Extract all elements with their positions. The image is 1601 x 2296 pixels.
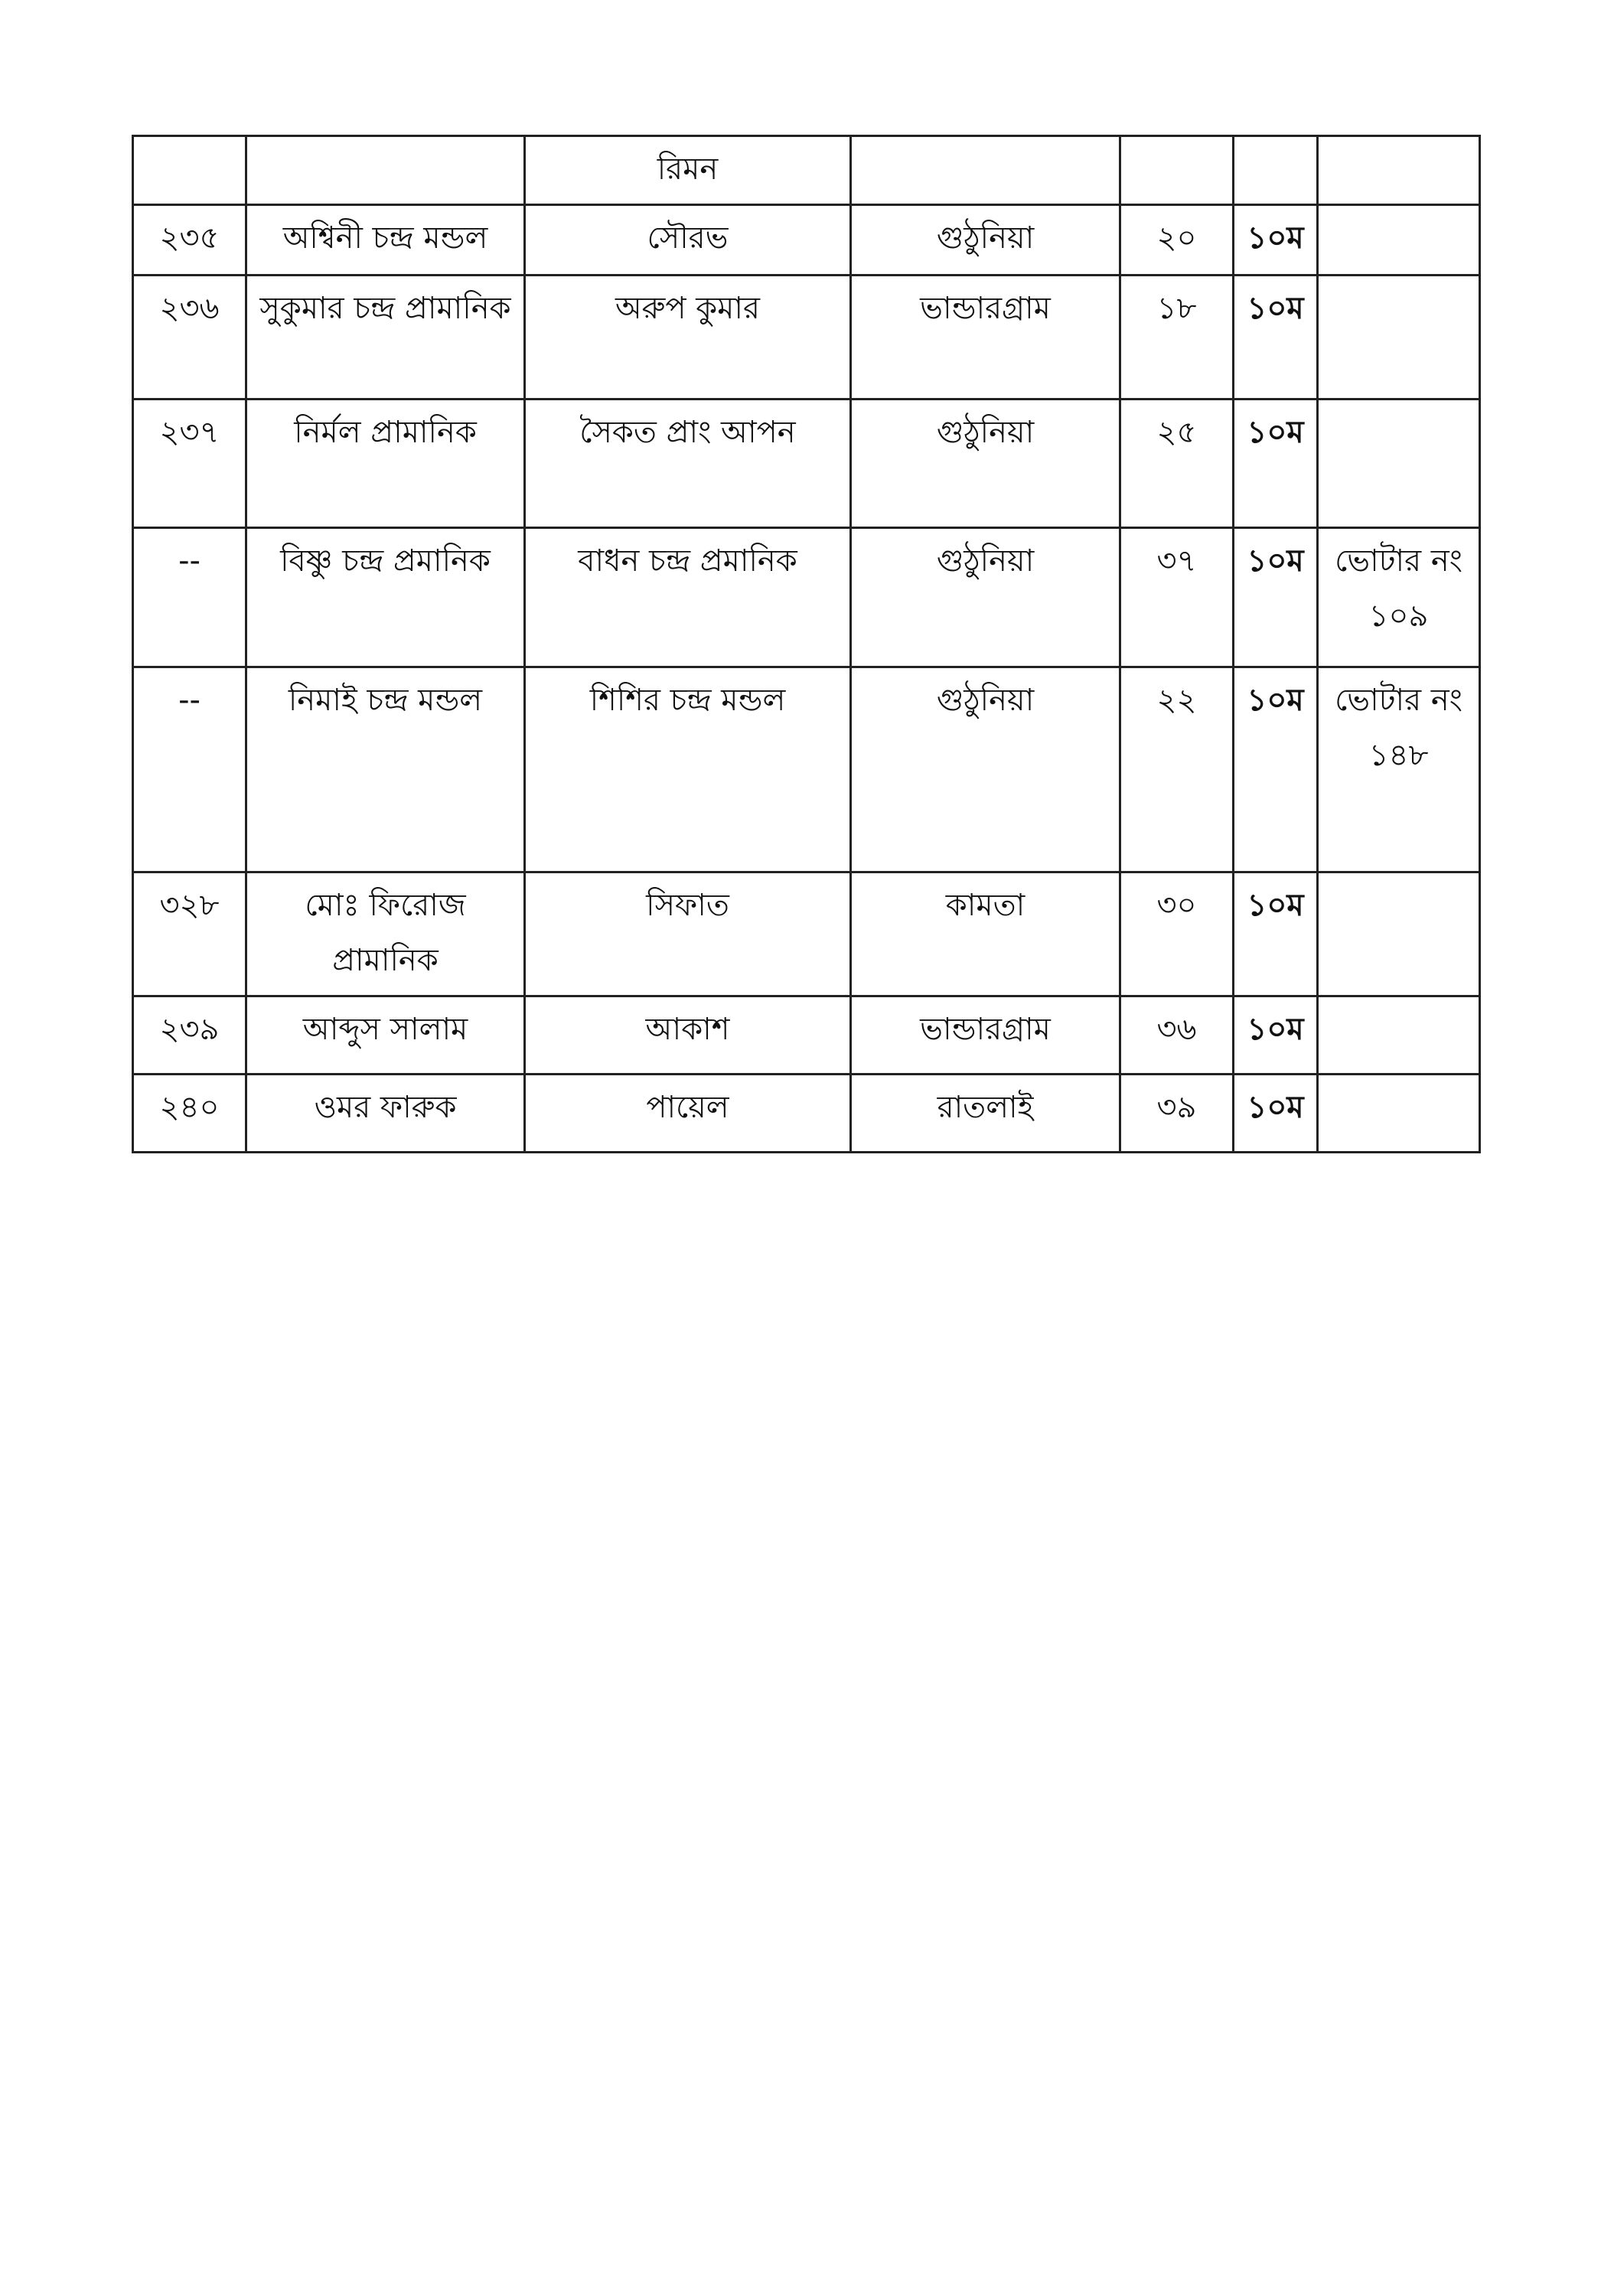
serial-cell: ২৩৭ (133, 400, 246, 528)
village-cell: কামতা (851, 872, 1120, 996)
name-cell: আব্দুস সালাম (246, 996, 525, 1075)
serial-cell (133, 136, 246, 205)
age-cell: ২০ (1120, 205, 1234, 276)
guardian-cell: অরুপ কুমার (525, 276, 851, 400)
guardian-cell: আকাশ (525, 996, 851, 1075)
serial-cell: -- (133, 667, 246, 872)
table-row (133, 205, 1480, 276)
age-cell: ৩০ (1120, 872, 1234, 996)
table-row (133, 667, 1480, 872)
remarks-cell (1318, 872, 1480, 996)
guardian-cell: শিশির চন্দ্র মন্ডল (525, 667, 851, 872)
name-cell: নিমাই চন্দ্র মন্ডল (246, 667, 525, 872)
table-row (133, 276, 1480, 400)
age-cell: ১৮ (1120, 276, 1234, 400)
table-row (133, 136, 1480, 205)
village-cell: গুঠুনিয়া (851, 667, 1120, 872)
remarks-cell (1318, 276, 1480, 400)
remarks-cell (1318, 400, 1480, 528)
serial-cell: ৩২৮ (133, 872, 246, 996)
class-cell: ১০ম (1234, 1075, 1318, 1153)
village-cell: রাতলাই (851, 1075, 1120, 1153)
remarks-cell (1318, 205, 1480, 276)
name-cell: সুকুমার চন্দ্র প্রামানিক (246, 276, 525, 400)
table-row (133, 528, 1480, 667)
age-cell: ৩৯ (1120, 1075, 1234, 1153)
name-cell: ওমর ফারুক (246, 1075, 525, 1153)
serial-cell: ২৩৫ (133, 205, 246, 276)
age-cell: ৩৬ (1120, 996, 1234, 1075)
register-table (132, 135, 1481, 1153)
guardian-cell: সৈকত প্রাং আপন (525, 400, 851, 528)
village-cell: গুঠুনিয়া (851, 400, 1120, 528)
remarks-cell: ভোটার নং ১০৯ (1318, 528, 1480, 667)
guardian-cell: বাধন চন্দ্র প্রমানিক (525, 528, 851, 667)
class-cell: ১০ম (1234, 667, 1318, 872)
remarks-cell (1318, 996, 1480, 1075)
table-row (133, 400, 1480, 528)
village-cell (851, 136, 1120, 205)
serial-cell: -- (133, 528, 246, 667)
village-cell: ভান্ডারগ্রাম (851, 996, 1120, 1075)
name-cell: বিষ্ণু চন্দ্র প্রমানিক (246, 528, 525, 667)
village-cell: গুঠুনিয়া (851, 528, 1120, 667)
age-cell: ২২ (1120, 667, 1234, 872)
class-cell: ১০ম (1234, 528, 1318, 667)
name-cell: নির্মল প্রামানিক (246, 400, 525, 528)
guardian-cell: সৌরভ (525, 205, 851, 276)
village-cell: ভান্ডারগ্রাম (851, 276, 1120, 400)
age-cell: ৩৭ (1120, 528, 1234, 667)
serial-cell: ২৩৯ (133, 996, 246, 1075)
class-cell: ১০ম (1234, 276, 1318, 400)
remarks-cell (1318, 136, 1480, 205)
guardian-cell: রিমন (525, 136, 851, 205)
guardian-cell: পায়েল (525, 1075, 851, 1153)
serial-cell: ২৪০ (133, 1075, 246, 1153)
table-row (133, 1075, 1480, 1153)
class-cell: ১০ম (1234, 996, 1318, 1075)
class-cell (1234, 136, 1318, 205)
remarks-cell (1318, 1075, 1480, 1153)
class-cell: ১০ম (1234, 205, 1318, 276)
guardian-cell: সিফাত (525, 872, 851, 996)
serial-cell: ২৩৬ (133, 276, 246, 400)
remarks-cell: ভোটার নং ১৪৮ (1318, 667, 1480, 872)
name-cell: অশ্বিনী চন্দ্র মন্ডল (246, 205, 525, 276)
class-cell: ১০ম (1234, 872, 1318, 996)
name-cell: মোঃ ফিরোজ প্রামানিক (246, 872, 525, 996)
name-cell (246, 136, 525, 205)
age-cell (1120, 136, 1234, 205)
table-row (133, 996, 1480, 1075)
table-row (133, 872, 1480, 996)
age-cell: ২৫ (1120, 400, 1234, 528)
village-cell: গুঠুনিয়া (851, 205, 1120, 276)
class-cell: ১০ম (1234, 400, 1318, 528)
